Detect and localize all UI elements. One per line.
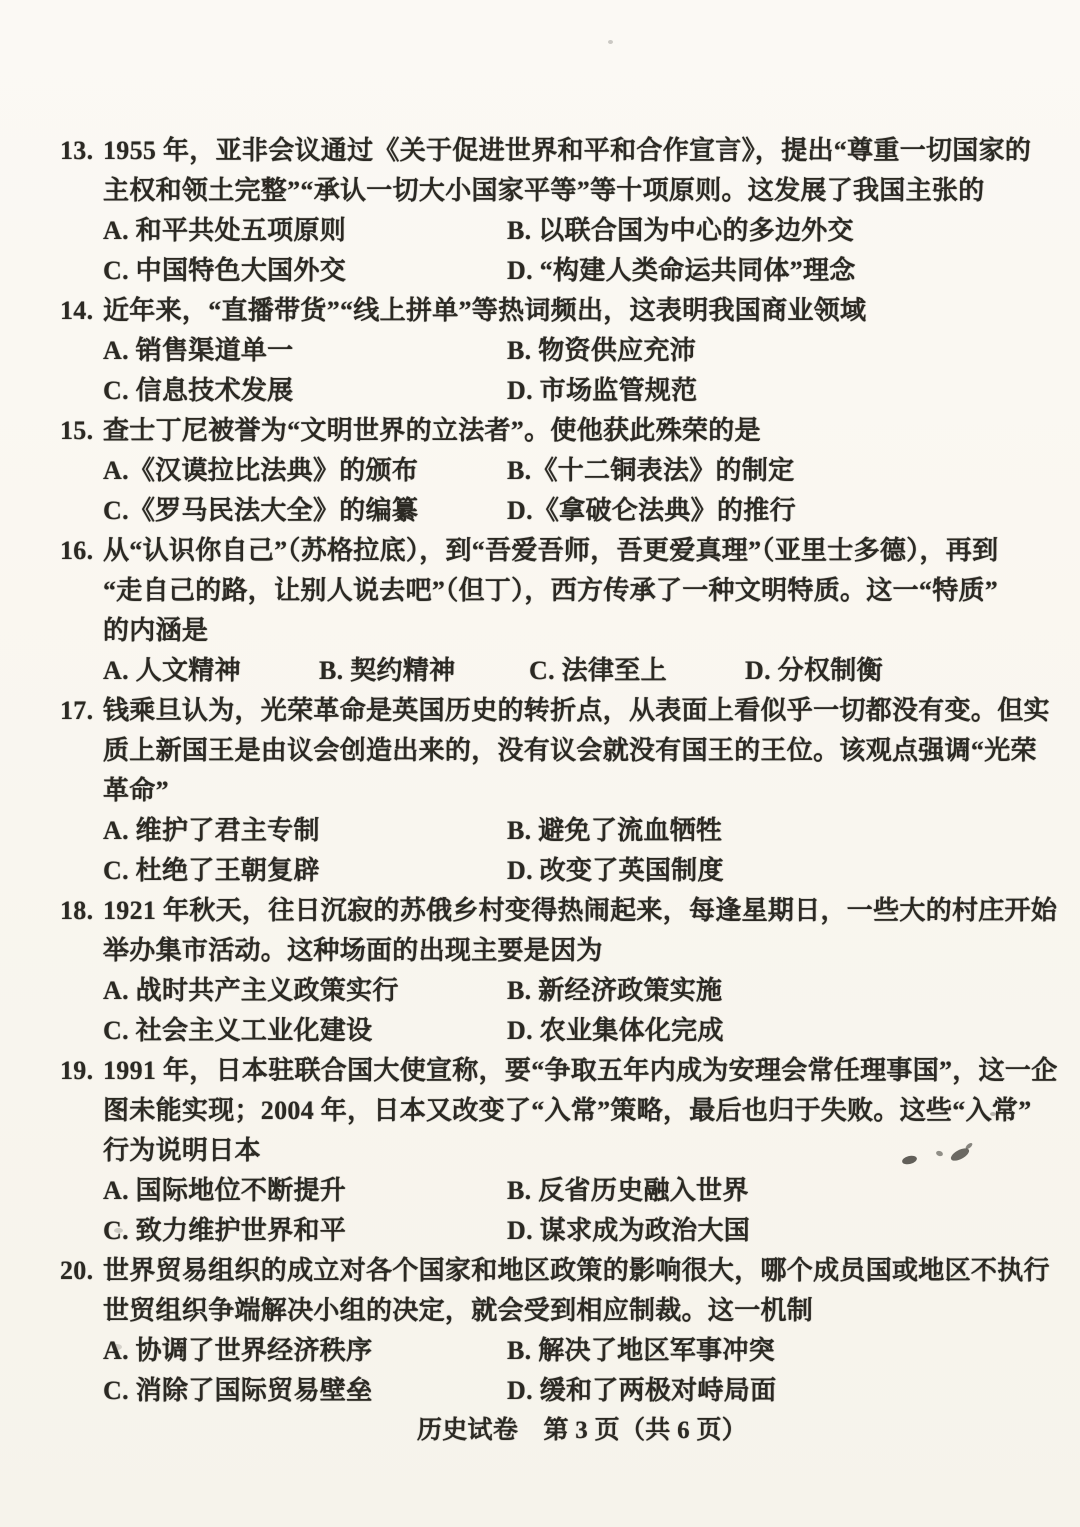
question-block [60, 131, 1040, 291]
option-B: B. 解决了地区军事冲突 [507, 1336, 775, 1365]
option-D: D. “构建人类命运共同体”理念 [507, 256, 856, 285]
question-lines [60, 131, 1040, 211]
option-D: D. 市场监管规范 [507, 376, 698, 405]
question-lines [60, 291, 1040, 331]
question-block [60, 531, 1040, 691]
scan-smudge [112, 1344, 122, 1350]
question-first-line [60, 411, 1040, 451]
question-text-line: 革命” [103, 776, 169, 805]
question-text: 钱乘旦认为，光荣革命是英国历史的转折点，从表面上看似乎一切都没有变。但实 [103, 696, 1050, 725]
options-row [60, 1331, 1040, 1371]
options-row [60, 1211, 1040, 1251]
options-row [60, 371, 1040, 411]
option-C: C. 法律至上 [529, 656, 667, 685]
question-options [60, 971, 1040, 1051]
option-B: B. 避免了流血牺牲 [507, 816, 723, 845]
option-D: D. 分权制衡 [745, 656, 883, 685]
option-B: B. 反省历史融入世界 [507, 1176, 749, 1205]
option-A: A. 维护了君主专制 [103, 816, 320, 845]
options-row [60, 851, 1040, 891]
question-block [60, 291, 1040, 411]
question-block [60, 691, 1050, 891]
option-C: C. 杜绝了王朝复辟 [103, 856, 320, 885]
question-options [60, 1331, 1040, 1411]
options-row [60, 211, 1040, 251]
question-number: 16. [60, 536, 94, 565]
question-options [60, 331, 1040, 411]
option-C: C. 中国特色大国外交 [103, 256, 347, 285]
question-options [60, 211, 1040, 291]
question-lines [60, 1051, 1058, 1171]
options-row [60, 651, 1040, 691]
options-row [60, 491, 1040, 531]
option-C: C. 信息技术发展 [103, 376, 294, 405]
question-first-line [60, 531, 1040, 571]
options-row [60, 1011, 1040, 1051]
question-lines [60, 691, 1050, 811]
options-row [60, 971, 1040, 1011]
question-text-line: “走自己的路，让别人说去吧”（但丁），西方传承了一种文明特质。这一“特质” [103, 576, 999, 605]
question-first-line [60, 131, 1040, 171]
question-lines [60, 411, 1040, 451]
question-text-line: 主权和领土完整”“承认一切大小国家平等”等十项原则。这发展了我国主张的 [103, 176, 985, 205]
question-first-line [60, 891, 1058, 931]
option-B: B.《十二铜表法》的制定 [507, 456, 795, 485]
question-first-line [60, 1251, 1050, 1291]
question-text-line: 质上新国王是由议会创造出来的，没有议会就没有国王的王位。该观点强调“光荣 [103, 736, 1037, 765]
question-block [60, 891, 1058, 1051]
question-number: 17. [60, 696, 94, 725]
question-first-line [60, 691, 1050, 731]
question-text-line: 世贸组织争端解决小组的决定，就会受到相应制裁。这一机制 [103, 1296, 814, 1325]
option-C: C. 社会主义工业化建设 [103, 1016, 373, 1045]
question-options [60, 1171, 1040, 1251]
scan-smudge [990, 1112, 996, 1116]
options-row [60, 1171, 1040, 1211]
question-text: 世界贸易组织的成立对各个国家和地区政策的影响很大，哪个成员国或地区不执行 [103, 1256, 1050, 1285]
option-B: B. 物资供应充沛 [507, 336, 697, 365]
question-block [60, 1051, 1058, 1251]
options-row [60, 1371, 1040, 1411]
options-row [60, 331, 1040, 371]
question-text-line: 行为说明日本 [103, 1136, 261, 1165]
option-C: C. 消除了国际贸易壁垒 [103, 1376, 373, 1405]
option-A: A. 战时共产主义政策实行 [103, 976, 399, 1005]
option-D: D. 缓和了两极对峙局面 [507, 1376, 777, 1405]
question-options [60, 451, 1040, 531]
option-D: D. 农业集体化完成 [507, 1016, 724, 1045]
option-B: B. 以联合国为中心的多边外交 [507, 216, 854, 245]
options-row [60, 811, 1040, 851]
question-block [60, 1251, 1050, 1411]
option-C: C.《罗马民法大全》的编纂 [103, 496, 419, 525]
question-number: 18. [60, 896, 94, 925]
question-text: 从“认识你自己”（苏格拉底），到“吾爱吾师，吾更爱真理”（亚里士多德），再到 [103, 536, 999, 565]
questions-column [60, 131, 1058, 1451]
question-text-line: 举办集市活动。这种场面的出现主要是因为 [103, 936, 603, 965]
question-text: 1921 年秋天，往日沉寂的苏俄乡村变得热闹起来，每逢星期日，一些大的村庄开始 [103, 896, 1058, 925]
question-text-line: 图未能实现；2004 年，日本又改变了“入常”策略，最后也归于失败。这些“入常” [103, 1096, 1032, 1125]
question-lines [60, 531, 1040, 651]
page-footer-text: 历史试卷 第 3 页（共 6 页） [416, 1417, 748, 1444]
option-D: D. 改变了英国制度 [507, 856, 724, 885]
scan-smudge [608, 40, 613, 44]
option-D: D. 谋求成为政治大国 [507, 1216, 751, 1245]
question-lines [60, 1251, 1050, 1331]
question-options [60, 811, 1040, 891]
question-number: 15. [60, 416, 94, 445]
question-text-line: 的内涵是 [103, 616, 209, 645]
option-A: A. 国际地位不断提升 [103, 1176, 347, 1205]
option-B: B. 契约精神 [319, 656, 456, 685]
question-first-line [60, 291, 1040, 331]
question-first-line [60, 1051, 1058, 1091]
question-text: 1991 年，日本驻联合国大使宣称，要“争取五年内成为安理会常任理事国”，这一企 [103, 1056, 1058, 1085]
options-row [60, 451, 1040, 491]
option-A: A. 人文精神 [103, 656, 241, 685]
question-text: 查士丁尼被誉为“文明世界的立法者”。使他获此殊荣的是 [103, 416, 761, 445]
question-number: 13. [60, 136, 94, 165]
question-text: 近年来，“直播带货”“线上拼单”等热词频出，这表明我国商业领域 [103, 296, 867, 325]
option-C: C. 致力维护世界和平 [103, 1216, 347, 1245]
question-number: 20. [60, 1256, 94, 1285]
option-A: A.《汉谟拉比法典》的颁布 [103, 456, 419, 485]
question-options [60, 651, 1040, 691]
question-lines [60, 891, 1058, 971]
question-block [60, 411, 1040, 531]
option-B: B. 新经济政策实施 [507, 976, 723, 1005]
option-A: A. 和平共处五项原则 [103, 216, 347, 245]
question-number: 14. [60, 296, 94, 325]
option-A: A. 销售渠道单一 [103, 336, 294, 365]
options-row [60, 251, 1040, 291]
scan-smudge [114, 1228, 123, 1233]
option-A: A. 协调了世界经济秩序 [103, 1336, 373, 1365]
question-text: 1955 年，亚非会议通过《关于促进世界和平和合作宣言》，提出“尊重一切国家的 [103, 136, 1032, 165]
question-number: 19. [60, 1056, 94, 1085]
option-D: D.《拿破仑法典》的推行 [507, 496, 796, 525]
